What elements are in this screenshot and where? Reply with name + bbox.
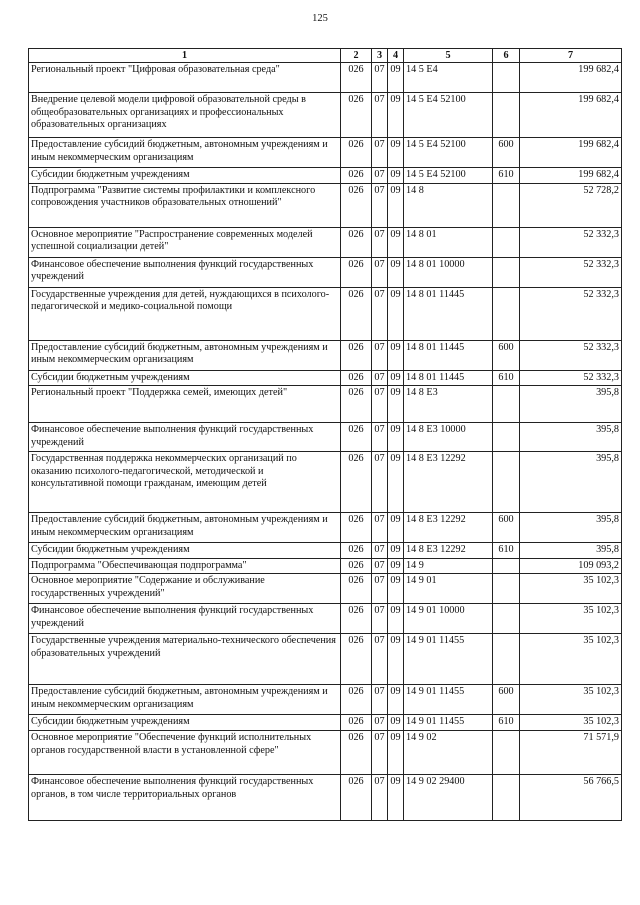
row-subsection-code: 09: [388, 370, 404, 386]
header-row: [29, 49, 622, 63]
table-row: [29, 168, 622, 184]
row-subsection-code: 09: [388, 452, 404, 513]
row-ved-code: 026: [341, 93, 372, 138]
row-section-code: 07: [372, 543, 388, 559]
row-target-code: 14 9 01: [404, 574, 493, 604]
row-ved-code: 026: [341, 386, 372, 423]
row-name: Финансовое обеспечение выполнения функций государственных учреждений: [29, 604, 341, 634]
table-row: [29, 93, 622, 138]
row-amount: 35 102,3: [520, 604, 622, 634]
row-ved-code: 026: [341, 543, 372, 559]
row-amount: 395,8: [520, 543, 622, 559]
row-section-code: 07: [372, 715, 388, 731]
row-amount: 199 682,4: [520, 93, 622, 138]
row-amount: 395,8: [520, 452, 622, 513]
row-amount: 395,8: [520, 513, 622, 543]
row-subsection-code: 09: [388, 63, 404, 93]
row-target-code: 14 8 01 11445: [404, 287, 493, 340]
row-subsection-code: 09: [388, 715, 404, 731]
row-name: Основное мероприятие "Обеспечение функций исполнительных органов государственной власти в установленной сфере": [29, 730, 341, 774]
table-row: [29, 183, 622, 227]
row-expense-type: 600: [493, 138, 520, 168]
row-expense-type: 610: [493, 370, 520, 386]
row-section-code: 07: [372, 452, 388, 513]
table-row: [29, 370, 622, 386]
row-section-code: 07: [372, 685, 388, 715]
row-amount: 395,8: [520, 386, 622, 423]
row-ved-code: 026: [341, 340, 372, 370]
row-amount: 52 332,3: [520, 340, 622, 370]
row-name: Государственные учреждения материально-технического обеспечения образовательных учреждений: [29, 634, 341, 685]
row-ved-code: 026: [341, 138, 372, 168]
row-amount: 199 682,4: [520, 138, 622, 168]
row-amount: 52 332,3: [520, 257, 622, 287]
row-name: Предоставление субсидий бюджетным, автономным учреждениям и иным некоммерческим организациям: [29, 513, 341, 543]
table-row: [29, 227, 622, 257]
row-name: Региональный проект "Цифровая образовательная среда": [29, 63, 341, 93]
table-row: [29, 386, 622, 423]
row-target-code: 14 5 E4 52100: [404, 93, 493, 138]
row-name: Основное мероприятие "Распространение современных моделей успешной социализации детей": [29, 227, 341, 257]
row-name: Региональный проект "Поддержка семей, имеющих детей": [29, 386, 341, 423]
row-section-code: 07: [372, 513, 388, 543]
row-section-code: 07: [372, 423, 388, 452]
row-subsection-code: 09: [388, 513, 404, 543]
row-subsection-code: 09: [388, 604, 404, 634]
row-name: Субсидии бюджетным учреждениям: [29, 370, 341, 386]
table-row: [29, 513, 622, 543]
row-name: Внедрение целевой модели цифровой образовательной среды в общеобразовательных организациях и профессиональных образовательных организациях: [29, 93, 341, 138]
header-col-6: 6: [493, 49, 520, 63]
row-target-code: 14 5 E4: [404, 63, 493, 93]
table-row: [29, 452, 622, 513]
row-ved-code: 026: [341, 685, 372, 715]
row-target-code: 14 9 01 11455: [404, 715, 493, 731]
row-expense-type: [493, 558, 520, 574]
row-expense-type: [493, 386, 520, 423]
table-row: [29, 257, 622, 287]
row-section-code: 07: [372, 257, 388, 287]
row-amount: 52 332,3: [520, 227, 622, 257]
header-col-1: 1: [29, 49, 341, 63]
row-subsection-code: 09: [388, 340, 404, 370]
table-row: [29, 63, 622, 93]
row-subsection-code: 09: [388, 685, 404, 715]
row-expense-type: 610: [493, 715, 520, 731]
row-ved-code: 026: [341, 604, 372, 634]
header-col-3: 3: [372, 49, 388, 63]
row-target-code: 14 8 E3 12292: [404, 513, 493, 543]
row-subsection-code: 09: [388, 634, 404, 685]
row-subsection-code: 09: [388, 574, 404, 604]
row-name: Предоставление субсидий бюджетным, автономным учреждениям и иным некоммерческим организациям: [29, 138, 341, 168]
row-target-code: 14 8 01: [404, 227, 493, 257]
row-expense-type: [493, 257, 520, 287]
row-section-code: 07: [372, 604, 388, 634]
row-section-code: 07: [372, 558, 388, 574]
row-name: Подпрограмма "Развитие системы профилактики и комплексного сопровождения участников образовательных отношений": [29, 183, 341, 227]
row-amount: 52 728,2: [520, 183, 622, 227]
row-target-code: 14 8 01 11445: [404, 370, 493, 386]
table-row: [29, 138, 622, 168]
row-ved-code: 026: [341, 774, 372, 820]
row-section-code: 07: [372, 93, 388, 138]
row-subsection-code: 09: [388, 386, 404, 423]
row-amount: 35 102,3: [520, 715, 622, 731]
table-row: [29, 287, 622, 340]
row-target-code: 14 9 01 11455: [404, 634, 493, 685]
row-subsection-code: 09: [388, 138, 404, 168]
row-ved-code: 026: [341, 558, 372, 574]
row-ved-code: 026: [341, 452, 372, 513]
row-amount: 35 102,3: [520, 574, 622, 604]
row-ved-code: 026: [341, 287, 372, 340]
row-section-code: 07: [372, 183, 388, 227]
row-ved-code: 026: [341, 634, 372, 685]
row-target-code: 14 8 E3 12292: [404, 452, 493, 513]
row-ved-code: 026: [341, 63, 372, 93]
row-subsection-code: 09: [388, 423, 404, 452]
table-row: [29, 634, 622, 685]
row-target-code: 14 9 02 29400: [404, 774, 493, 820]
row-section-code: 07: [372, 227, 388, 257]
row-expense-type: 610: [493, 543, 520, 559]
row-subsection-code: 09: [388, 730, 404, 774]
row-name: Предоставление субсидий бюджетным, автономным учреждениям и иным некоммерческим организациям: [29, 340, 341, 370]
row-name: Субсидии бюджетным учреждениям: [29, 543, 341, 559]
row-name: Подпрограмма "Обеспечивающая подпрограмма": [29, 558, 341, 574]
row-section-code: 07: [372, 63, 388, 93]
row-target-code: 14 8 01 11445: [404, 340, 493, 370]
row-expense-type: [493, 63, 520, 93]
row-name: Субсидии бюджетным учреждениям: [29, 715, 341, 731]
row-section-code: 07: [372, 370, 388, 386]
row-expense-type: [493, 183, 520, 227]
row-expense-type: [493, 452, 520, 513]
row-ved-code: 026: [341, 574, 372, 604]
budget-table: [28, 48, 622, 821]
row-expense-type: 610: [493, 168, 520, 184]
row-expense-type: [493, 604, 520, 634]
row-section-code: 07: [372, 340, 388, 370]
row-target-code: 14 9 02: [404, 730, 493, 774]
page-number: 125: [312, 13, 328, 24]
row-expense-type: [493, 423, 520, 452]
row-subsection-code: 09: [388, 774, 404, 820]
row-name: Финансовое обеспечение выполнения функций государственных учреждений: [29, 257, 341, 287]
row-section-code: 07: [372, 386, 388, 423]
row-amount: 56 766,5: [520, 774, 622, 820]
table-row: [29, 543, 622, 559]
row-ved-code: 026: [341, 227, 372, 257]
row-ved-code: 026: [341, 423, 372, 452]
row-expense-type: 600: [493, 513, 520, 543]
row-expense-type: [493, 774, 520, 820]
row-target-code: 14 8: [404, 183, 493, 227]
row-name: Финансовое обеспечение выполнения функций государственных учреждений: [29, 423, 341, 452]
row-section-code: 07: [372, 574, 388, 604]
row-expense-type: 600: [493, 340, 520, 370]
row-subsection-code: 09: [388, 287, 404, 340]
row-subsection-code: 09: [388, 183, 404, 227]
row-ved-code: 026: [341, 183, 372, 227]
row-target-code: 14 5 E4 52100: [404, 168, 493, 184]
row-ved-code: 026: [341, 168, 372, 184]
table-row: [29, 774, 622, 820]
row-section-code: 07: [372, 287, 388, 340]
row-ved-code: 026: [341, 730, 372, 774]
row-ved-code: 026: [341, 370, 372, 386]
row-expense-type: [493, 574, 520, 604]
table-row: [29, 423, 622, 452]
row-subsection-code: 09: [388, 168, 404, 184]
row-expense-type: [493, 287, 520, 340]
row-name: Предоставление субсидий бюджетным, автономным учреждениям и иным некоммерческим организациям: [29, 685, 341, 715]
row-target-code: 14 9 01 11455: [404, 685, 493, 715]
row-amount: 71 571,9: [520, 730, 622, 774]
row-target-code: 14 8 E3: [404, 386, 493, 423]
header-col-7: 7: [520, 49, 622, 63]
table-row: [29, 574, 622, 604]
row-section-code: 07: [372, 634, 388, 685]
table-row: [29, 340, 622, 370]
header-col-5: 5: [404, 49, 493, 63]
row-amount: 35 102,3: [520, 634, 622, 685]
table-row: [29, 730, 622, 774]
row-ved-code: 026: [341, 715, 372, 731]
row-target-code: 14 8 E3 10000: [404, 423, 493, 452]
row-section-code: 07: [372, 730, 388, 774]
row-expense-type: [493, 634, 520, 685]
row-name: Государственная поддержка некоммерческих организаций по оказанию психолого-педагогической, методической и консультативной помощи гражданам, имеющим детей: [29, 452, 341, 513]
row-expense-type: [493, 93, 520, 138]
row-target-code: 14 9: [404, 558, 493, 574]
row-subsection-code: 09: [388, 558, 404, 574]
row-amount: 199 682,4: [520, 168, 622, 184]
row-name: Субсидии бюджетным учреждениям: [29, 168, 341, 184]
row-ved-code: 026: [341, 257, 372, 287]
row-amount: 52 332,3: [520, 287, 622, 340]
header-col-2: 2: [341, 49, 372, 63]
row-amount: 52 332,3: [520, 370, 622, 386]
table-row: [29, 715, 622, 731]
row-amount: 109 093,2: [520, 558, 622, 574]
row-subsection-code: 09: [388, 93, 404, 138]
row-expense-type: [493, 227, 520, 257]
row-subsection-code: 09: [388, 257, 404, 287]
row-name: Государственные учреждения для детей, нуждающихся в психолого-педагогической и медико-социальной помощи: [29, 287, 341, 340]
row-subsection-code: 09: [388, 543, 404, 559]
row-expense-type: [493, 730, 520, 774]
table-row: [29, 558, 622, 574]
header-col-4: 4: [388, 49, 404, 63]
row-expense-type: 600: [493, 685, 520, 715]
row-amount: 199 682,4: [520, 63, 622, 93]
row-target-code: 14 8 E3 12292: [404, 543, 493, 559]
row-amount: 395,8: [520, 423, 622, 452]
row-target-code: 14 5 E4 52100: [404, 138, 493, 168]
row-name: Финансовое обеспечение выполнения функций государственных органов, в том числе территориальных органов: [29, 774, 341, 820]
row-subsection-code: 09: [388, 227, 404, 257]
row-name: Основное мероприятие "Содержание и обслуживание государственных учреждений": [29, 574, 341, 604]
row-section-code: 07: [372, 138, 388, 168]
table-row: [29, 604, 622, 634]
row-ved-code: 026: [341, 513, 372, 543]
row-section-code: 07: [372, 168, 388, 184]
row-target-code: 14 9 01 10000: [404, 604, 493, 634]
row-target-code: 14 8 01 10000: [404, 257, 493, 287]
table-row: [29, 685, 622, 715]
row-section-code: 07: [372, 774, 388, 820]
row-amount: 35 102,3: [520, 685, 622, 715]
